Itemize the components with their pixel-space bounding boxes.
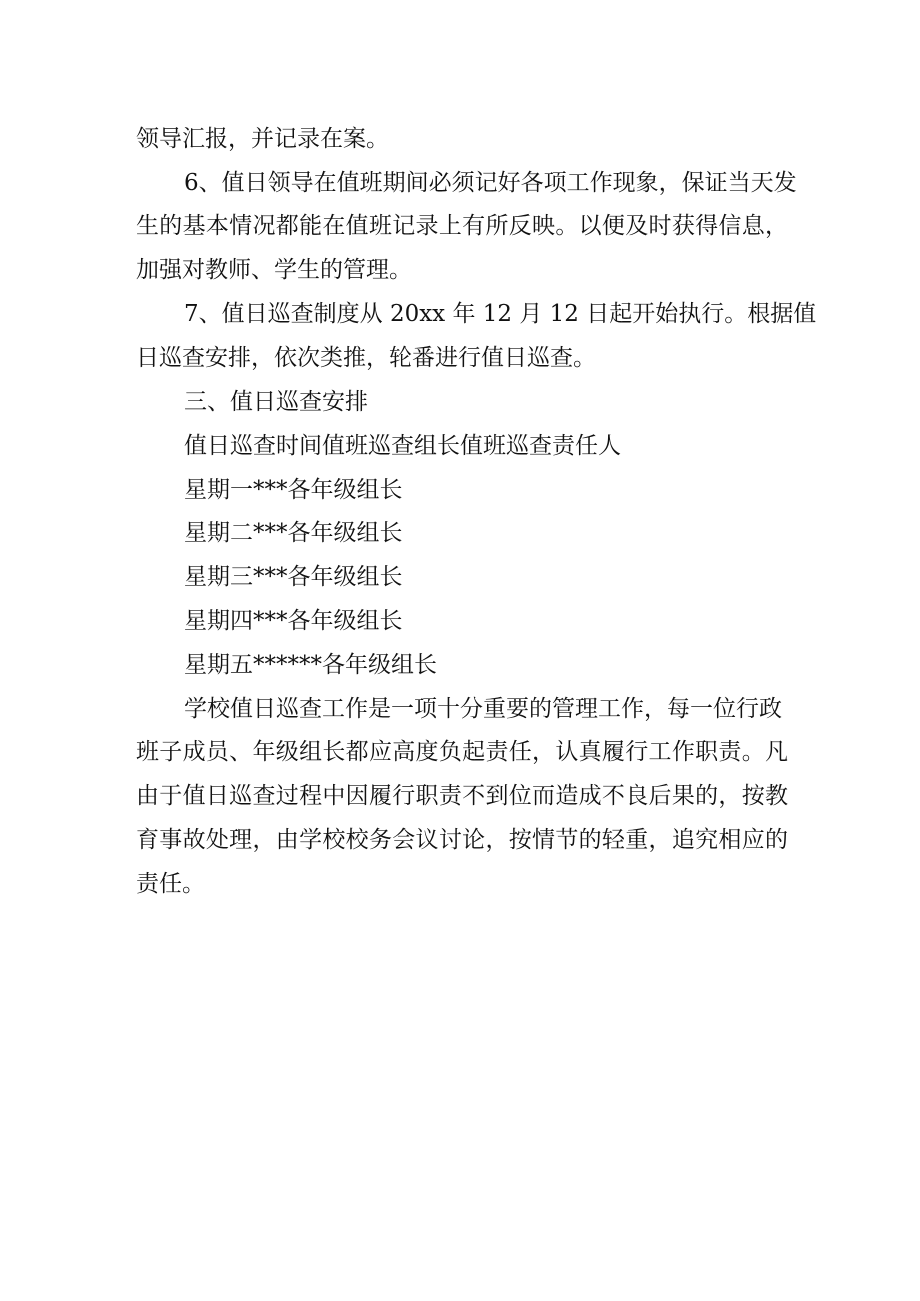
text-line: 7、值日巡查制度从 20xx 年 12 月 12 日起开始执行。根据值 — [184, 301, 817, 327]
schedule-header: 值日巡查时间值班巡查组长值班巡查责任人 — [184, 433, 621, 459]
text-line: 责任。 — [136, 871, 205, 897]
schedule-row: 星期一***各年级组长 — [184, 477, 403, 503]
schedule-row: 星期五******各年级组长 — [184, 652, 437, 678]
text-line: 生的基本情况都能在值班记录上有所反映。以便及时获得信息， — [136, 213, 788, 239]
text-line: 领导汇报，并记录在案。 — [136, 126, 389, 152]
text-line: 加强对教师、学生的管理。 — [136, 257, 412, 283]
text-line: 育事故处理，由学校校务会议讨论，按情节的轻重，追究相应的 — [136, 827, 788, 853]
text-line: 班子成员、年级组长都应高度负起责任，认真履行工作职责。凡 — [136, 739, 788, 765]
text-line: 6、值日领导在值班期间必须记好各项工作现象，保证当天发 — [184, 170, 797, 196]
section-heading: 三、值日巡查安排 — [184, 389, 368, 415]
schedule-row: 星期三***各年级组长 — [184, 564, 403, 590]
text-line: 由于值日巡查过程中因履行职责不到位而造成不良后果的，按教 — [136, 783, 788, 809]
text-line: 学校值日巡查工作是一项十分重要的管理工作，每一位行政 — [184, 696, 782, 722]
text-line: 日巡查安排，依次类推，轮番进行值日巡查。 — [136, 345, 596, 371]
schedule-row: 星期二***各年级组长 — [184, 520, 403, 546]
schedule-row: 星期四***各年级组长 — [184, 608, 403, 634]
